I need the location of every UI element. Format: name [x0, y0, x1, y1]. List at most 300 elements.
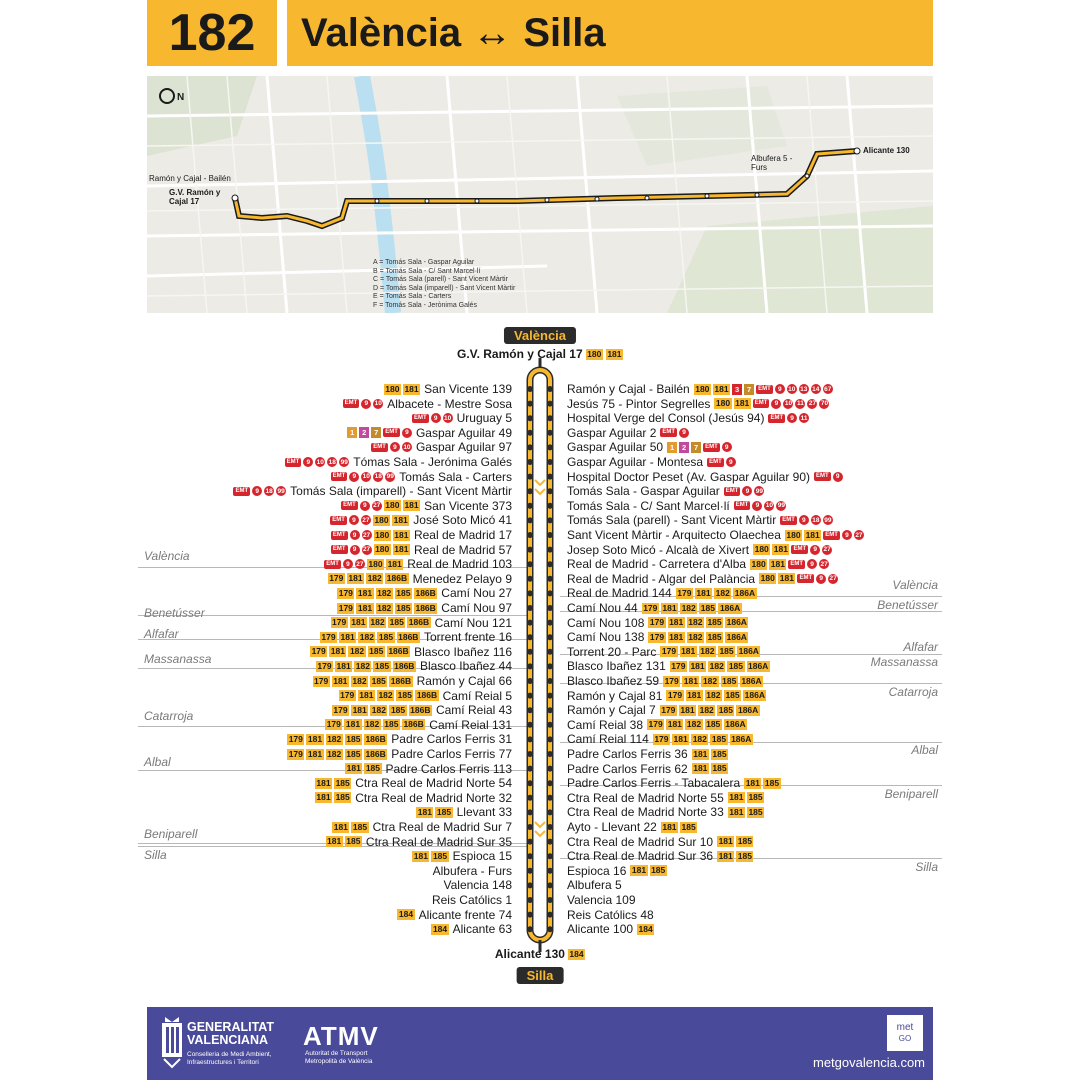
metro-line-badge: 2: [359, 427, 369, 438]
stop-name: Reis Católics 48: [567, 907, 654, 922]
emt-badge: EMT: [816, 473, 829, 480]
stop-right[interactable]: [565, 791, 764, 805]
stop-right[interactable]: [565, 499, 786, 513]
stop-row: [0, 776, 1080, 790]
emt-line-badge: 9: [775, 384, 785, 394]
terminus-tag-top: València: [504, 327, 576, 344]
gva-name-line: GENERALITAT: [187, 1020, 275, 1034]
stop-name: Real de Madrid 103: [407, 557, 512, 572]
stop-right[interactable]: [565, 543, 832, 557]
emt-badge: EMT: [754, 400, 768, 407]
stop-row: [0, 893, 1080, 907]
line-badge: 181: [693, 748, 708, 759]
stop-name: Gaspar Aguilar 49: [415, 425, 512, 440]
line-badge: 180: [375, 544, 390, 555]
line-badge: 181: [340, 631, 355, 642]
line-badge: 181: [669, 631, 684, 642]
metgo-logo-line: GO: [898, 1034, 912, 1043]
line-badge: 185: [651, 865, 666, 876]
stop-right[interactable]: [565, 557, 829, 571]
line-badge: 181: [662, 602, 677, 613]
line-badge: 185: [718, 704, 733, 715]
line-badge: 185: [764, 777, 780, 788]
gva-subtitle: [187, 1051, 272, 1067]
emt-line-badge: 99: [824, 516, 832, 524]
emt-line-badge: 9: [810, 545, 820, 555]
stop-right[interactable]: [565, 908, 656, 922]
line-badge: 180: [760, 573, 775, 584]
stop-name: Padre Carlos Ferris - Tabacalera: [567, 776, 741, 791]
emt-line-badge: 9: [742, 486, 752, 496]
line-badge: 181: [316, 777, 331, 788]
emt-badge: EMT: [662, 429, 676, 436]
line-badge: 184: [569, 948, 584, 959]
metro-line-badge: 2: [679, 442, 689, 453]
stop-name: Ramón y Cajal - Bailén: [567, 382, 690, 396]
emt-line-badge: 99: [777, 502, 785, 510]
stop-name: Blasco Ibañez 44: [419, 659, 512, 674]
line-badge: 186A: [726, 631, 747, 642]
line-badge: 182: [706, 690, 721, 701]
emt-badge: EMT: [332, 516, 345, 523]
stop-name: Hospital Verge del Consol (Jesús 94): [567, 411, 765, 426]
metro-line-badge: 7: [744, 384, 754, 395]
stop-right[interactable]: [565, 732, 753, 746]
stop-right[interactable]: [565, 922, 654, 936]
stop-name: Ctra Real de Madrid Sur 35: [365, 834, 512, 849]
line-badge: 179: [671, 660, 686, 671]
gva-subtitle-line: Conselleria de Medi Ambient,: [187, 1051, 272, 1058]
stop-name: Padre Carlos Ferris 31: [391, 732, 512, 747]
stop-name: Ctra Real de Madrid Norte 32: [355, 790, 512, 805]
stop-right[interactable]: [565, 411, 809, 425]
stop-name: Tomás Sala - C/ Sant Marcel·lí: [567, 498, 730, 513]
line-badge: 179: [648, 719, 663, 730]
stop-row: [0, 791, 1080, 805]
line-badge: 185: [397, 690, 412, 701]
stop-right[interactable]: [565, 703, 760, 717]
emt-line-badge: 9: [807, 559, 817, 569]
emt-line-badge: 9: [360, 501, 370, 511]
line-badge: 185: [378, 631, 394, 642]
stop-right[interactable]: [565, 382, 833, 396]
route-title: València ↔ Silla: [287, 0, 933, 66]
emt-line-badge: 27: [362, 516, 370, 524]
emt-line-badge: 27: [356, 560, 364, 568]
stop-name: Ctra Real de Madrid Norte 54: [355, 776, 512, 791]
stop-name: Real de Madrid 57: [413, 542, 512, 557]
map-legend-item: C = Tomás Sala (parell) - Sant Vicent Màrtir: [373, 276, 508, 283]
metro-line-badge: 1: [667, 442, 677, 453]
stop-row: [0, 499, 1080, 513]
gva-name: [187, 1021, 274, 1047]
line-badge: 186A: [741, 675, 762, 686]
stop-row: [0, 470, 1080, 484]
line-badge: 181: [346, 763, 361, 774]
line-badge: 179: [667, 690, 683, 701]
line-badge: 186A: [738, 646, 759, 657]
emt-line-badge: 9: [816, 574, 826, 584]
emt-line-badge: 9: [787, 413, 797, 423]
stop-right[interactable]: [565, 616, 748, 630]
map-legend-item: A = Tomás Sala - Gaspar Aguilar: [373, 259, 475, 266]
line-badge: 181: [357, 587, 373, 598]
stop-name: Real de Madrid 144: [567, 586, 672, 601]
line-badge: 181: [404, 383, 419, 394]
stop-right[interactable]: [565, 440, 732, 454]
stop-name: Camí Reial 38: [567, 717, 644, 732]
line-badge: 181: [333, 821, 348, 832]
metro-line-badge: 1: [347, 427, 357, 438]
emt-line-badge: 10: [784, 400, 793, 408]
emt-badge: EMT: [326, 560, 339, 567]
emt-line-badge: 11: [800, 414, 808, 422]
emt-badge: EMT: [332, 473, 346, 480]
emt-badge: EMT: [235, 487, 249, 494]
stop-right[interactable]: [565, 528, 864, 542]
line-badge: 181: [770, 558, 785, 569]
stop-name: Camí Nou 138: [567, 630, 645, 645]
stop-name: Valencia 148: [443, 878, 512, 893]
stop-row: [0, 528, 1080, 542]
stop-row: [0, 718, 1080, 732]
line-badge: 181: [330, 646, 345, 657]
line-badge: 181: [394, 529, 409, 540]
stop-right[interactable]: [565, 718, 747, 732]
stop-name: Gaspar Aguilar - Montesa: [567, 455, 704, 469]
stop-right[interactable]: [565, 455, 736, 469]
map-label-end: Alicante 130: [863, 146, 910, 155]
stop-right[interactable]: [565, 659, 770, 673]
stop-name: Gaspar Aguilar 97: [415, 440, 512, 455]
line-badge: 185: [390, 704, 406, 715]
line-badge: 186B: [408, 617, 430, 628]
line-badge: 185: [374, 660, 390, 671]
line-badge: 186B: [365, 748, 386, 759]
emt-line-badge: 9: [252, 486, 262, 496]
emt-line-badge: 14: [812, 385, 820, 393]
line-badge: 185: [396, 587, 411, 598]
gva-crest-icon: [159, 1017, 185, 1069]
emt-line-badge: 99: [755, 487, 764, 495]
line-number-badge: 182: [147, 0, 277, 66]
line-badge: 182: [681, 602, 696, 613]
line-badge: 185: [346, 748, 361, 759]
stop-right[interactable]: [565, 776, 781, 790]
stop-right[interactable]: [565, 426, 689, 440]
line-badge: 181: [681, 646, 696, 657]
stop-right[interactable]: [565, 397, 829, 411]
line-badge: 181: [607, 348, 622, 359]
stop-row: [0, 455, 1080, 469]
svg-text:N: N: [177, 92, 185, 103]
emt-line-badge: 27: [373, 502, 381, 510]
line-badge: 182: [370, 617, 385, 628]
line-badge: 185: [712, 763, 727, 774]
map-legend-item: D = Tomás Sala (imparell) - Sant Vicent Màrtir: [373, 284, 516, 292]
stop-name: Camí Reial 131: [429, 717, 512, 732]
stop-name: Ayto - Llevant 22: [567, 820, 657, 834]
map-label-origin: G.V. Ramón y Cajal 17: [169, 188, 221, 206]
stop-row: [0, 820, 1080, 834]
map-legend-item: B = Tomás Sala - C/ Sant Marcel·lí: [373, 267, 481, 275]
line-badge: 181: [307, 748, 323, 759]
line-badge: 186A: [748, 660, 769, 671]
line-badge: 181: [669, 617, 684, 628]
stop-name: Valencia 109: [567, 893, 636, 907]
line-badge: 181: [359, 690, 374, 701]
stop-name: Tomás Sala (imparell) - Sant Vicent Màrtir: [290, 484, 512, 499]
line-badge: 181: [394, 544, 409, 555]
emt-line-badge: 9: [343, 559, 353, 569]
stop-name: Blasco Ibañez 116: [414, 644, 512, 659]
stop-name: José Soto Micó 41: [413, 513, 512, 528]
line-badge: 182: [686, 719, 702, 730]
line-badge: 179: [332, 617, 347, 628]
stop-name: Camí Nou 121: [434, 615, 512, 630]
website-link[interactable]: metgovalencia.com: [813, 1055, 925, 1070]
municipality-label: València: [144, 549, 190, 563]
line-badge: 181: [404, 500, 419, 511]
metgo-logo: [887, 1015, 923, 1051]
terminus-stop-bottom: [495, 947, 585, 961]
stop-name: Alicante 100: [567, 922, 634, 937]
emt-badge: EMT: [790, 560, 804, 567]
line-badge: 186A: [719, 602, 741, 613]
emt-badge: EMT: [709, 458, 722, 465]
municipality-label: Albal: [144, 755, 171, 769]
stop-right[interactable]: [565, 601, 742, 615]
emt-line-badge: 9: [390, 442, 400, 452]
emt-line-badge: 9: [350, 545, 360, 555]
emt-line-badge: 9: [726, 457, 736, 467]
stop-right[interactable]: [565, 645, 760, 659]
stop-right[interactable]: [565, 674, 763, 688]
stop-row: [0, 630, 1080, 644]
line-badge: 182: [699, 704, 714, 715]
stop-row: [0, 703, 1080, 717]
line-badge: 182: [377, 587, 392, 598]
stop-name: Ctra Real de Madrid Sur 10: [567, 834, 714, 849]
line-badge: 181: [805, 529, 820, 540]
line-badge: 185: [365, 763, 380, 774]
line-badge: 180: [695, 383, 710, 394]
emt-line-badge: 10: [788, 385, 796, 393]
municipality-label: Alfafar: [144, 627, 179, 641]
line-badge: 182: [359, 631, 374, 642]
emt-line-badge: 10: [362, 473, 370, 481]
emt-line-badge: 9: [842, 530, 852, 540]
gva-subtitle-line: Infraestructures i Territori: [187, 1059, 259, 1066]
line-badge: 181: [779, 573, 794, 584]
stop-right[interactable]: [565, 572, 838, 586]
line-badge: 185: [711, 733, 727, 744]
stop-name: Real de Madrid - Algar del Palància: [567, 571, 756, 586]
line-badge: 186A: [726, 617, 747, 628]
emt-line-badge: 9: [349, 472, 359, 482]
footer: [147, 1007, 933, 1080]
line-badge: 182: [692, 733, 707, 744]
stop-row: [0, 835, 1080, 849]
stop-name: Tómas Sala - Jerónima Galés: [353, 455, 512, 469]
line-badge: 185: [369, 646, 384, 657]
atmv-subtitle-line: Metropolità de València: [305, 1058, 373, 1065]
emt-line-badge: 9: [350, 530, 360, 540]
stop-row: [0, 397, 1080, 411]
stop-right[interactable]: [565, 878, 624, 892]
stop-right[interactable]: [565, 805, 764, 819]
line-badge: 181: [327, 836, 342, 847]
line-badge: 181: [352, 704, 367, 715]
line-badge: 179: [317, 660, 332, 671]
emt-badge: EMT: [782, 516, 795, 523]
stop-right[interactable]: [565, 820, 697, 834]
municipality-label: València: [892, 578, 938, 592]
line-badge: 182: [378, 690, 393, 701]
line-badge: 179: [340, 690, 355, 701]
line-badge: 181: [387, 558, 402, 569]
emt-line-badge: 27: [855, 531, 863, 539]
stop-name: Gaspar Aguilar 50: [567, 440, 664, 455]
stop-name: Llevant 33: [456, 805, 512, 820]
line-badge: 186B: [403, 719, 424, 730]
emt-badge: EMT: [343, 502, 356, 509]
emt-line-badge: 18: [374, 473, 382, 481]
emt-badge: EMT: [793, 546, 807, 553]
line-badge: 179: [649, 631, 665, 642]
line-badge: 180: [374, 514, 389, 525]
municipality-label: Beniparell: [144, 827, 198, 841]
map-label-albufera: Albufera 5 - Furs: [751, 154, 793, 172]
emt-badge: EMT: [799, 575, 813, 582]
line-badge: 181: [696, 587, 711, 598]
stop-name: Padre Carlos Ferris 77: [391, 747, 512, 761]
line-badge: 181: [413, 850, 428, 861]
stop-right[interactable]: [565, 893, 638, 907]
line-badge: 182: [700, 646, 715, 657]
emt-line-badge: 10: [374, 400, 382, 408]
stop-name: Ctra Real de Madrid Sur 7: [372, 820, 512, 834]
municipality-label: Catarroja: [144, 709, 194, 723]
stop-name: Real de Madrid - Carretera d'Alba: [567, 557, 747, 572]
line-badge: 181: [718, 850, 733, 861]
line-badge: 185: [346, 733, 361, 744]
stop-right[interactable]: [565, 762, 728, 776]
stop-right[interactable]: [565, 689, 766, 703]
line-badge: 180: [587, 348, 602, 359]
stop-name: Sant Vicent Màrtir - Arquitecto Olaechea: [567, 528, 781, 542]
stop-right[interactable]: [565, 513, 833, 527]
terminus-stop-name: Alicante 130: [494, 947, 565, 961]
line-badge: 184: [638, 923, 653, 934]
line-badge: 181: [773, 544, 788, 555]
stop-name: Tomás Sala (parell) - Sant Vicent Màrtir: [567, 513, 777, 528]
stop-row: [0, 864, 1080, 878]
municipality-label: Silla: [915, 860, 938, 874]
metro-line-badge: 3: [732, 384, 742, 395]
stop-row: [0, 645, 1080, 659]
stop-right[interactable]: [565, 835, 753, 849]
line-badge: 180: [385, 500, 400, 511]
stop-row: [0, 572, 1080, 586]
stop-name: Camí Nou 44: [567, 601, 638, 615]
stop-name: Albacete - Mestre Sosa: [387, 396, 512, 411]
stop-right[interactable]: [565, 849, 753, 863]
line-badge: 182: [367, 573, 382, 584]
stop-row: [0, 762, 1080, 776]
emt-badge: EMT: [413, 414, 427, 421]
stop-right[interactable]: [565, 747, 728, 761]
line-badge: 186B: [415, 587, 436, 598]
emt-line-badge: 9: [402, 428, 412, 438]
emt-line-badge: 18: [265, 487, 273, 495]
line-badge: 182: [327, 733, 342, 744]
stop-row: [0, 849, 1080, 863]
stop-right[interactable]: [565, 630, 748, 644]
line-badge: 181: [729, 792, 744, 803]
stop-right[interactable]: [565, 864, 667, 878]
line-badge: 181: [333, 675, 348, 686]
line-badge: 186A: [734, 587, 756, 598]
stop-row: [0, 601, 1080, 615]
line-badge: 186B: [410, 704, 431, 715]
emt-line-badge: 27: [362, 546, 371, 554]
line-badge: 180: [375, 529, 390, 540]
line-badge: 179: [329, 573, 344, 584]
stop-name: Camí Reial 43: [435, 703, 512, 718]
line-badge: 179: [649, 617, 665, 628]
emt-line-badge: 27: [823, 546, 831, 554]
atmv-logo: ATMV: [303, 1021, 379, 1051]
line-badge: 185: [725, 690, 740, 701]
line-badge: 181: [417, 806, 432, 817]
emt-line-badge: 9: [833, 472, 843, 482]
stop-name: Real de Madrid 17: [413, 528, 512, 542]
emt-badge: EMT: [332, 531, 346, 538]
municipality-label: Massanassa: [144, 652, 212, 666]
line-badge: 185: [707, 617, 722, 628]
stop-name: Tomás Sala - Carters: [399, 469, 512, 484]
line-badge: 181: [393, 514, 408, 525]
line-badge: 186B: [388, 646, 409, 657]
emt-line-badge: 99: [386, 473, 394, 481]
emt-line-badge: 18: [328, 458, 336, 466]
stop-name: Camí Nou 108: [567, 615, 645, 630]
stop-right[interactable]: [565, 586, 757, 600]
stop-name: Camí Reial 5: [442, 688, 512, 703]
line-badge: 185: [748, 792, 763, 803]
stop-right[interactable]: [565, 470, 843, 484]
line-badge: 186A: [744, 690, 765, 701]
municipality-label: Beniparell: [884, 787, 938, 801]
line-badge: 182: [349, 646, 365, 657]
stop-name: Albufera 5: [567, 878, 622, 893]
emt-line-badge: 11: [797, 400, 804, 408]
stop-right[interactable]: [565, 484, 764, 498]
line-badge: 185: [384, 719, 399, 730]
map-legend-item: F = Tomás Sala - Jerònima Galés: [373, 301, 477, 309]
line-badge: 186B: [394, 660, 415, 671]
line-badge: 181: [693, 763, 708, 774]
metro-line-badge: 7: [691, 442, 701, 453]
metgo-logo-line: met: [896, 1022, 914, 1033]
emt-line-badge: 67: [824, 385, 832, 393]
emt-line-badge: 99: [277, 487, 285, 495]
stop-row: [0, 440, 1080, 454]
gva-name-line: VALENCIANA: [187, 1033, 269, 1047]
stop-row: [0, 382, 1080, 396]
stop-name: Camí Nou 97: [441, 601, 512, 615]
